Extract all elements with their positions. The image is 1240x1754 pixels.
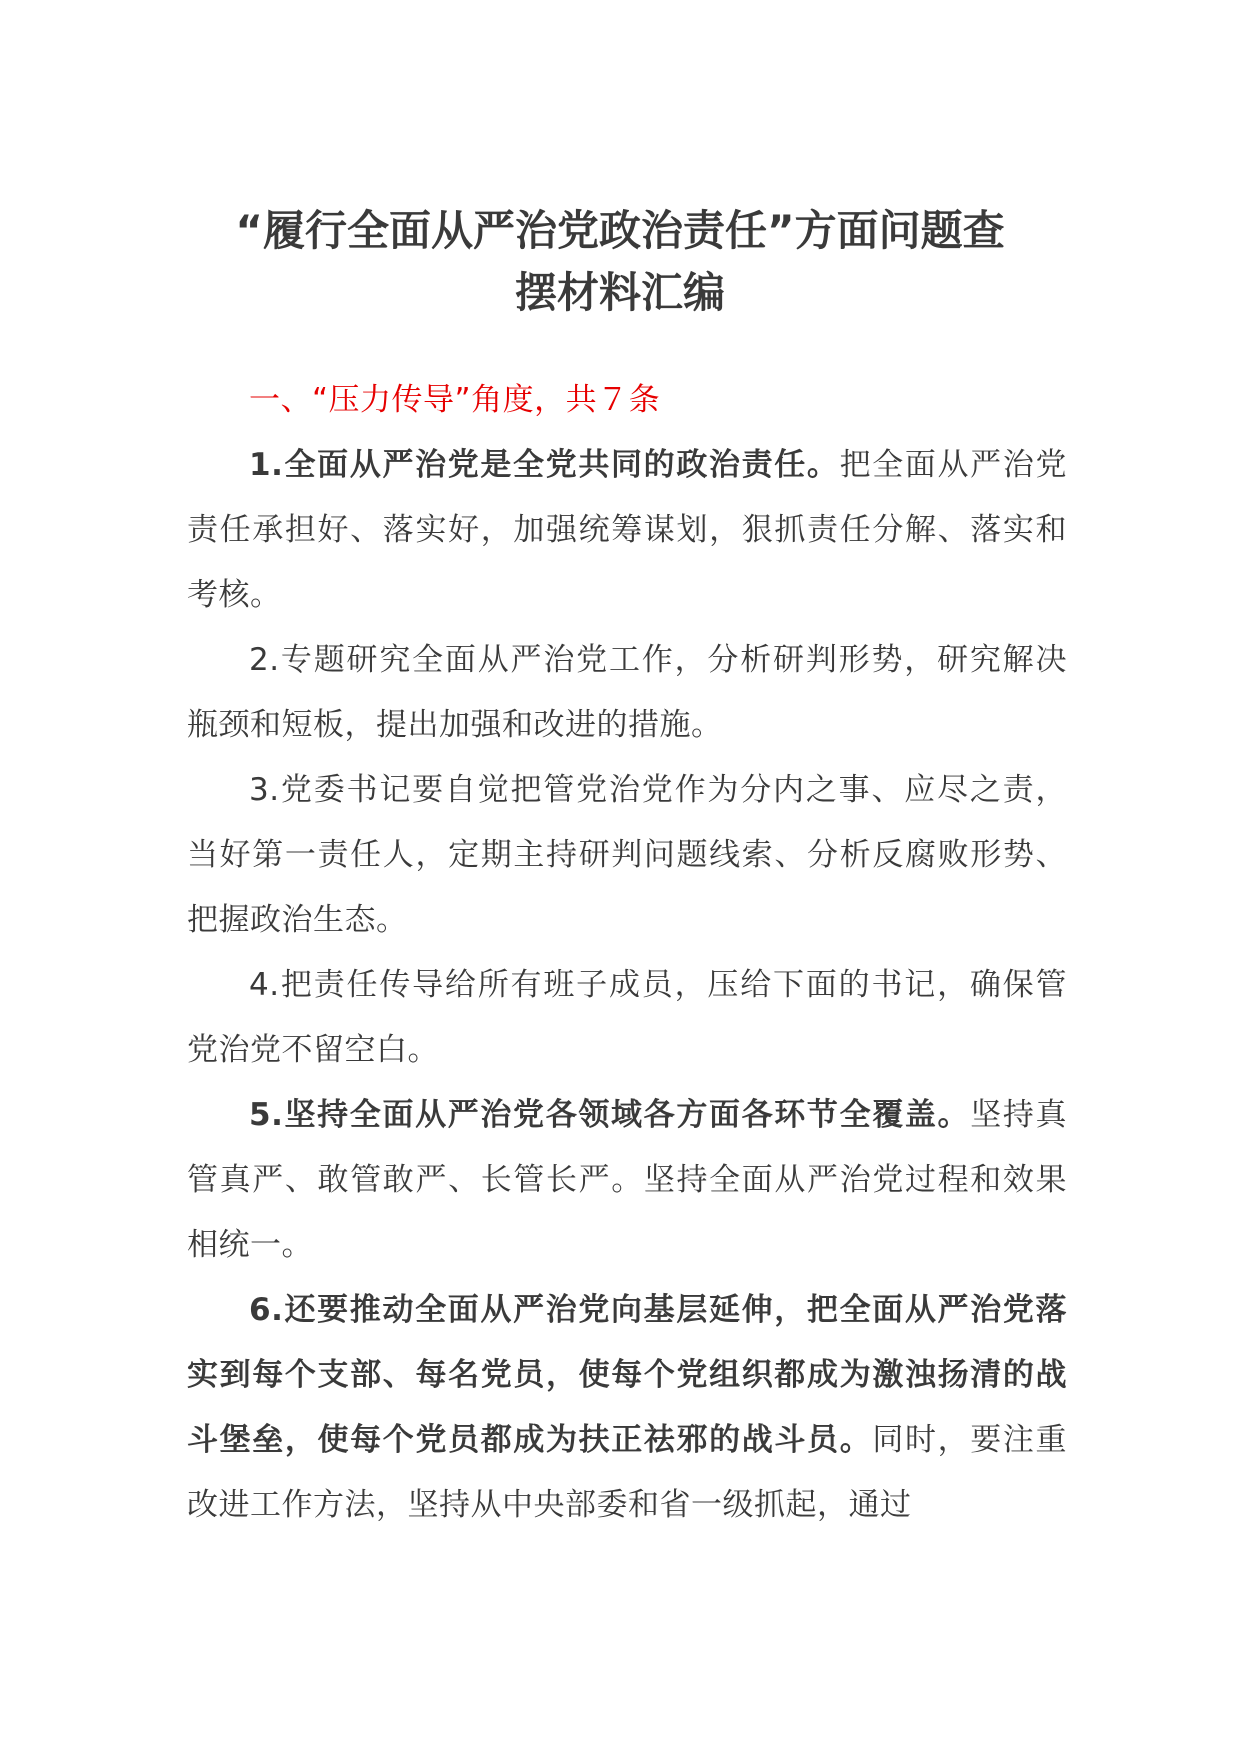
item-1-bold: 1.全面从严治党是全党共同的政治责任。 [249,447,840,483]
document-body [187,368,1067,1538]
item-5-bold: 5.坚持全面从严治党各领域各方面各环节全覆盖。 [249,1097,971,1133]
section-heading: 一、“压力传导”角度，共７条 [249,382,661,418]
list-item [187,1083,1067,1278]
title-line-2: 摆材料汇编 [514,268,725,317]
document-title [150,200,1090,324]
item-4-text: 4.把责任传导给所有班子成员，压给下面的书记，确保管党治党不留空白。 [187,967,1067,1068]
item-6-bold: 6.还要推动全面从严治党向基层延伸，把全面从严治党落实到每个支部、每名党员，使每个党组织都成为激浊扬清的战斗堡垒，使每个党员都成为扶正祛邪的战斗员。 [187,1292,1067,1458]
item-6-text: 同时，要注重改进工作方法，坚持从中央部委和省一级抓起，通过 [187,1422,1068,1523]
item-2-text: 2.专题研究全面从严治党工作，分析研判形势，研究解决瓶颈和短板，提出加强和改进的措施。 [187,642,1067,743]
list-item [187,628,1067,758]
list-item [187,953,1067,1083]
item-1-text: 把全面从严治党责任承担好、落实好，加强统筹谋划，狠抓责任分解、落实和考核。 [187,447,1067,613]
item-3-text: 3.党委书记要自觉把管党治党作为分内之事、应尽之责，当好第一责任人，定期主持研判问题线索、分析反腐败形势、把握政治生态。 [187,772,1067,938]
list-item [187,433,1067,628]
list-item [187,1278,1067,1538]
list-item [187,758,1067,953]
title-line-1: “履行全面从严治党政治责任”方面问题查 [235,206,1005,255]
item-5-text: 坚持真管真严、敢管敢严、长管长严。坚持全面从严治党过程和效果相统一。 [187,1097,1067,1263]
